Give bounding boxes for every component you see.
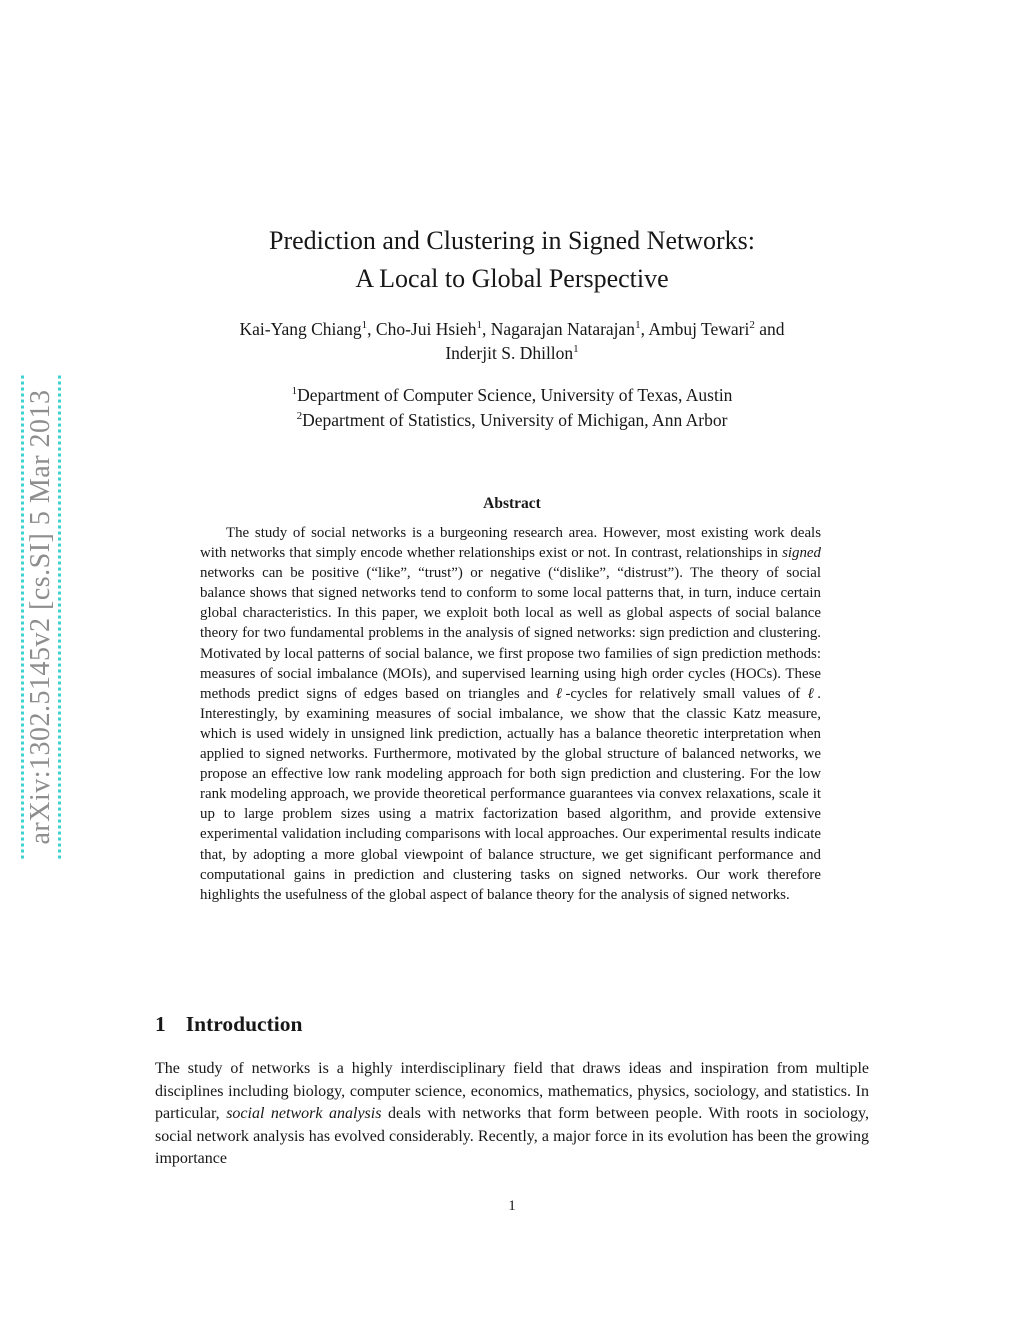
affiliation-mark: 2 (296, 409, 303, 422)
intro-segment-italic: social network analysis (226, 1105, 382, 1123)
section-heading-introduction (155, 1012, 302, 1037)
affiliation-text: Department of Statistics, University of Michigan, Ann Arbor (302, 409, 728, 430)
abstract-segment: -cycles for relatively small values of (565, 685, 808, 702)
section-title: Introduction (185, 1012, 303, 1036)
abstract-segment: networks can be positive (“like”, “trust”) or negative (“dislike”, “distrust”). The theory of social balance shows that signed networks tend to conform to some local patterns that, in turn, induce certain global characteristics. In this paper, we exploit both local as well as global aspects of social balance theory for two fundamental problems in the analysis of signed networks: sign prediction and clustering. Motivated by local patterns of social balance, we first propose two families of sign prediction methods: measures of social imbalance (MOIs), and supervised learning using high order cycles (HOCs). These methods predict signs of edges based on triangles and (200, 565, 821, 702)
affiliations (0, 383, 1024, 432)
affiliation-mark: 1 (291, 385, 298, 398)
author-name: , Nagarajan Natarajan (482, 319, 636, 339)
author-affiliation-mark: 1 (361, 319, 368, 332)
abstract-segment-italic: signed (782, 545, 821, 562)
affiliation-line (0, 383, 1024, 408)
affiliation-line (0, 408, 1024, 433)
author-affiliation-mark: 2 (749, 319, 755, 332)
author-name: Inderjit S. Dhillon (445, 343, 574, 363)
ell-symbol: ℓ (555, 685, 566, 702)
author-name: , Cho-Jui Hsieh (367, 319, 477, 339)
author-affiliation-mark: 1 (476, 319, 483, 332)
author-name: Kai-Yang Chiang (239, 319, 362, 339)
author-affiliation-mark: 1 (635, 319, 641, 332)
arxiv-stamp-text: arXiv:1302.5145v2 [cs.SI] 5 Mar 2013 (25, 389, 56, 845)
author-affiliation-mark: 1 (573, 343, 579, 356)
paper-title-line2: A Local to Global Perspective (355, 264, 669, 293)
page-number: 1 (508, 1198, 516, 1214)
section-number: 1 (155, 1012, 166, 1036)
abstract-text (200, 523, 821, 905)
arxiv-stamp (21, 375, 61, 858)
paper-title-line1: Prediction and Clustering in Signed Networks: (268, 226, 755, 255)
author-list (0, 317, 1024, 365)
intro-segment: The study of networks is a highly interdisciplinary field that draws ideas and inspiration from multiple disciplines including biology, computer science, economics, mathematics, physics, sociology, and statistics. In particular, (155, 1060, 869, 1123)
abstract-heading: Abstract (483, 495, 541, 512)
abstract-segment: . Interestingly, by examining measures of social imbalance, we show that the classic Katz measure, which is used widely in unsigned link prediction, actually has a balance theoretic interpretation when applied to signed networks. Furthermore, motivated by the global structure of balanced networks, we propose an effective low rank modeling approach for both sign prediction and clustering. For the low rank modeling approach, we provide theoretical performance guarantees via convex relaxations, scale it up to large problem sizes using a matrix factorization based algorithm, and provide extensive experimental validation including comparisons with local approaches. Our experimental results indicate that, by adopting a more global viewpoint of balance structure, we get significant performance and computational gains in prediction and clustering tasks on signed networks. Our work therefore highlights the usefulness of the global aspect of balance theory for the analysis of signed networks. (200, 685, 821, 903)
author-name: , Ambuj Tewari (640, 319, 750, 339)
paper-title (0, 222, 1024, 298)
ell-symbol: ℓ (807, 685, 818, 702)
introduction-text (155, 1058, 869, 1171)
intro-segment: deals with networks that form between people. With roots in sociology, social network analysis has evolved considerably. Recently, a major force in its evolution has been the growing importance (155, 1105, 869, 1168)
abstract-segment: The study of social networks is a burgeoning research area. However, most existing work deals with networks that simply encode whether relationships exist or not. In contrast, relationships in (200, 525, 821, 562)
author-conjunction: and (754, 319, 785, 339)
affiliation-text: Department of Computer Science, University of Texas, Austin (297, 385, 733, 405)
